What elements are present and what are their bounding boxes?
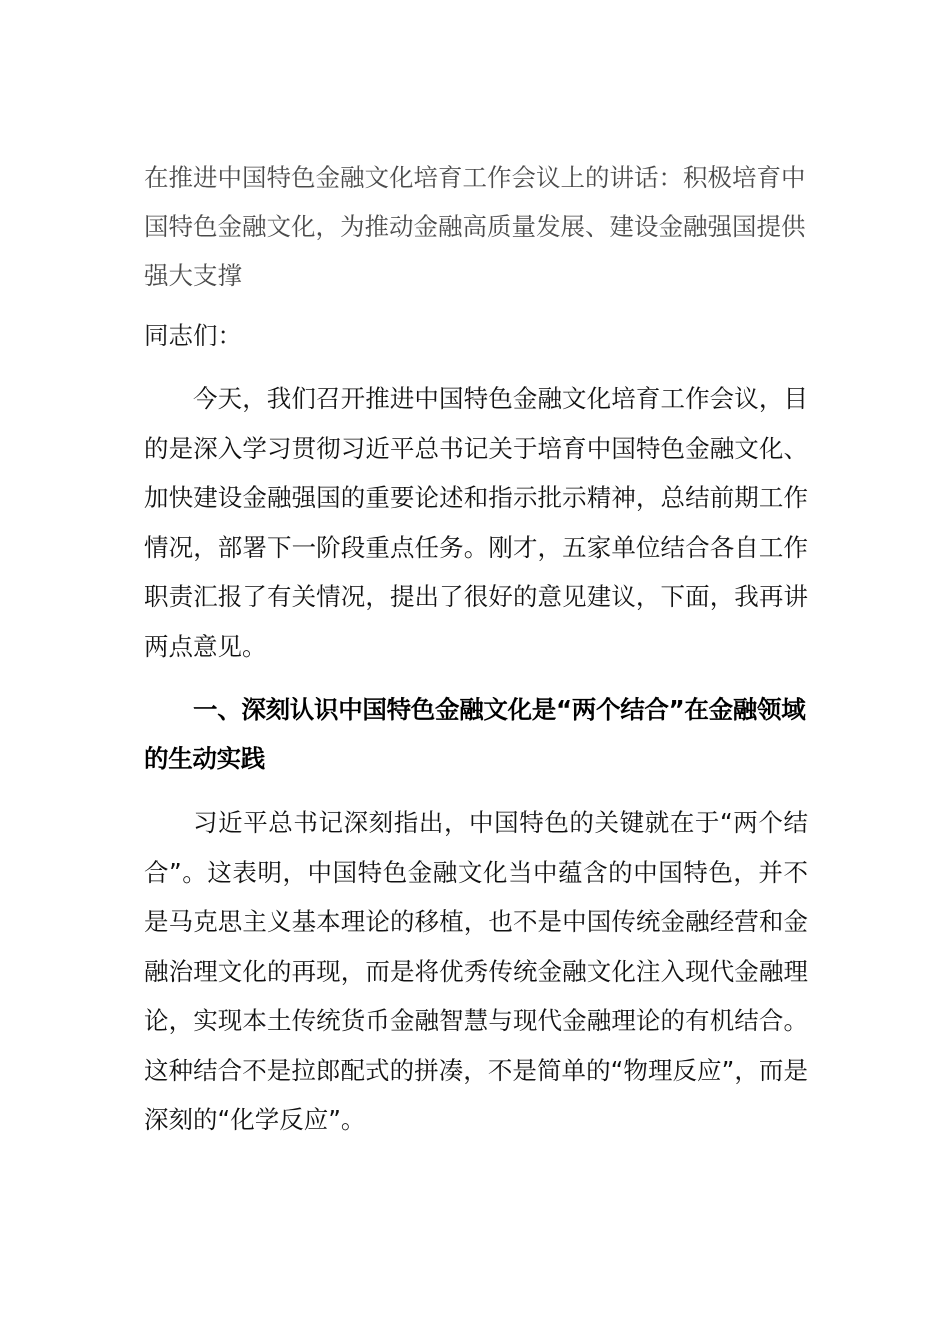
paragraph-two-combinations: 习近平总书记深刻指出，中国特色的关键就在于“两个结合”。这表明，中国特色金融文化当中蕴含的中国特色，并不是马克思主义基本理论的移植，也不是中国传统金融经营和金融治理文化的再现，而是将优秀传统金融文化注入现代金融理论，实现本土传统货币金融智慧与现代金融理论的有机结合。这种结合不是拉郎配式的拼凑，不是简单的“物理反应”，而是深刻的“化学反应”。: [144, 808, 808, 1134]
document-title: 在推进中国特色金融文化培育工作会议上的讲话：积极培育中国特色金融文化，为推动金融高质量发展、建设金融强国提供强大支撑: [144, 163, 806, 290]
salutation: 同志们：: [144, 321, 242, 350]
paragraph-intro: 今天，我们召开推进中国特色金融文化培育工作会议，目的是深入学习贯彻习近平总书记关于培育中国特色金融文化、加快建设金融强国的重要论述和指示批示精神，总结前期工作情况，部署下一阶段重点任务。刚才，五家单位结合各自工作职责汇报了有关情况，提出了很好的意见建议，下面，我再讲两点意见。: [144, 384, 808, 661]
section-heading-1: 一、深刻认识中国特色金融文化是“两个结合”在金融领域的生动实践: [144, 695, 806, 773]
